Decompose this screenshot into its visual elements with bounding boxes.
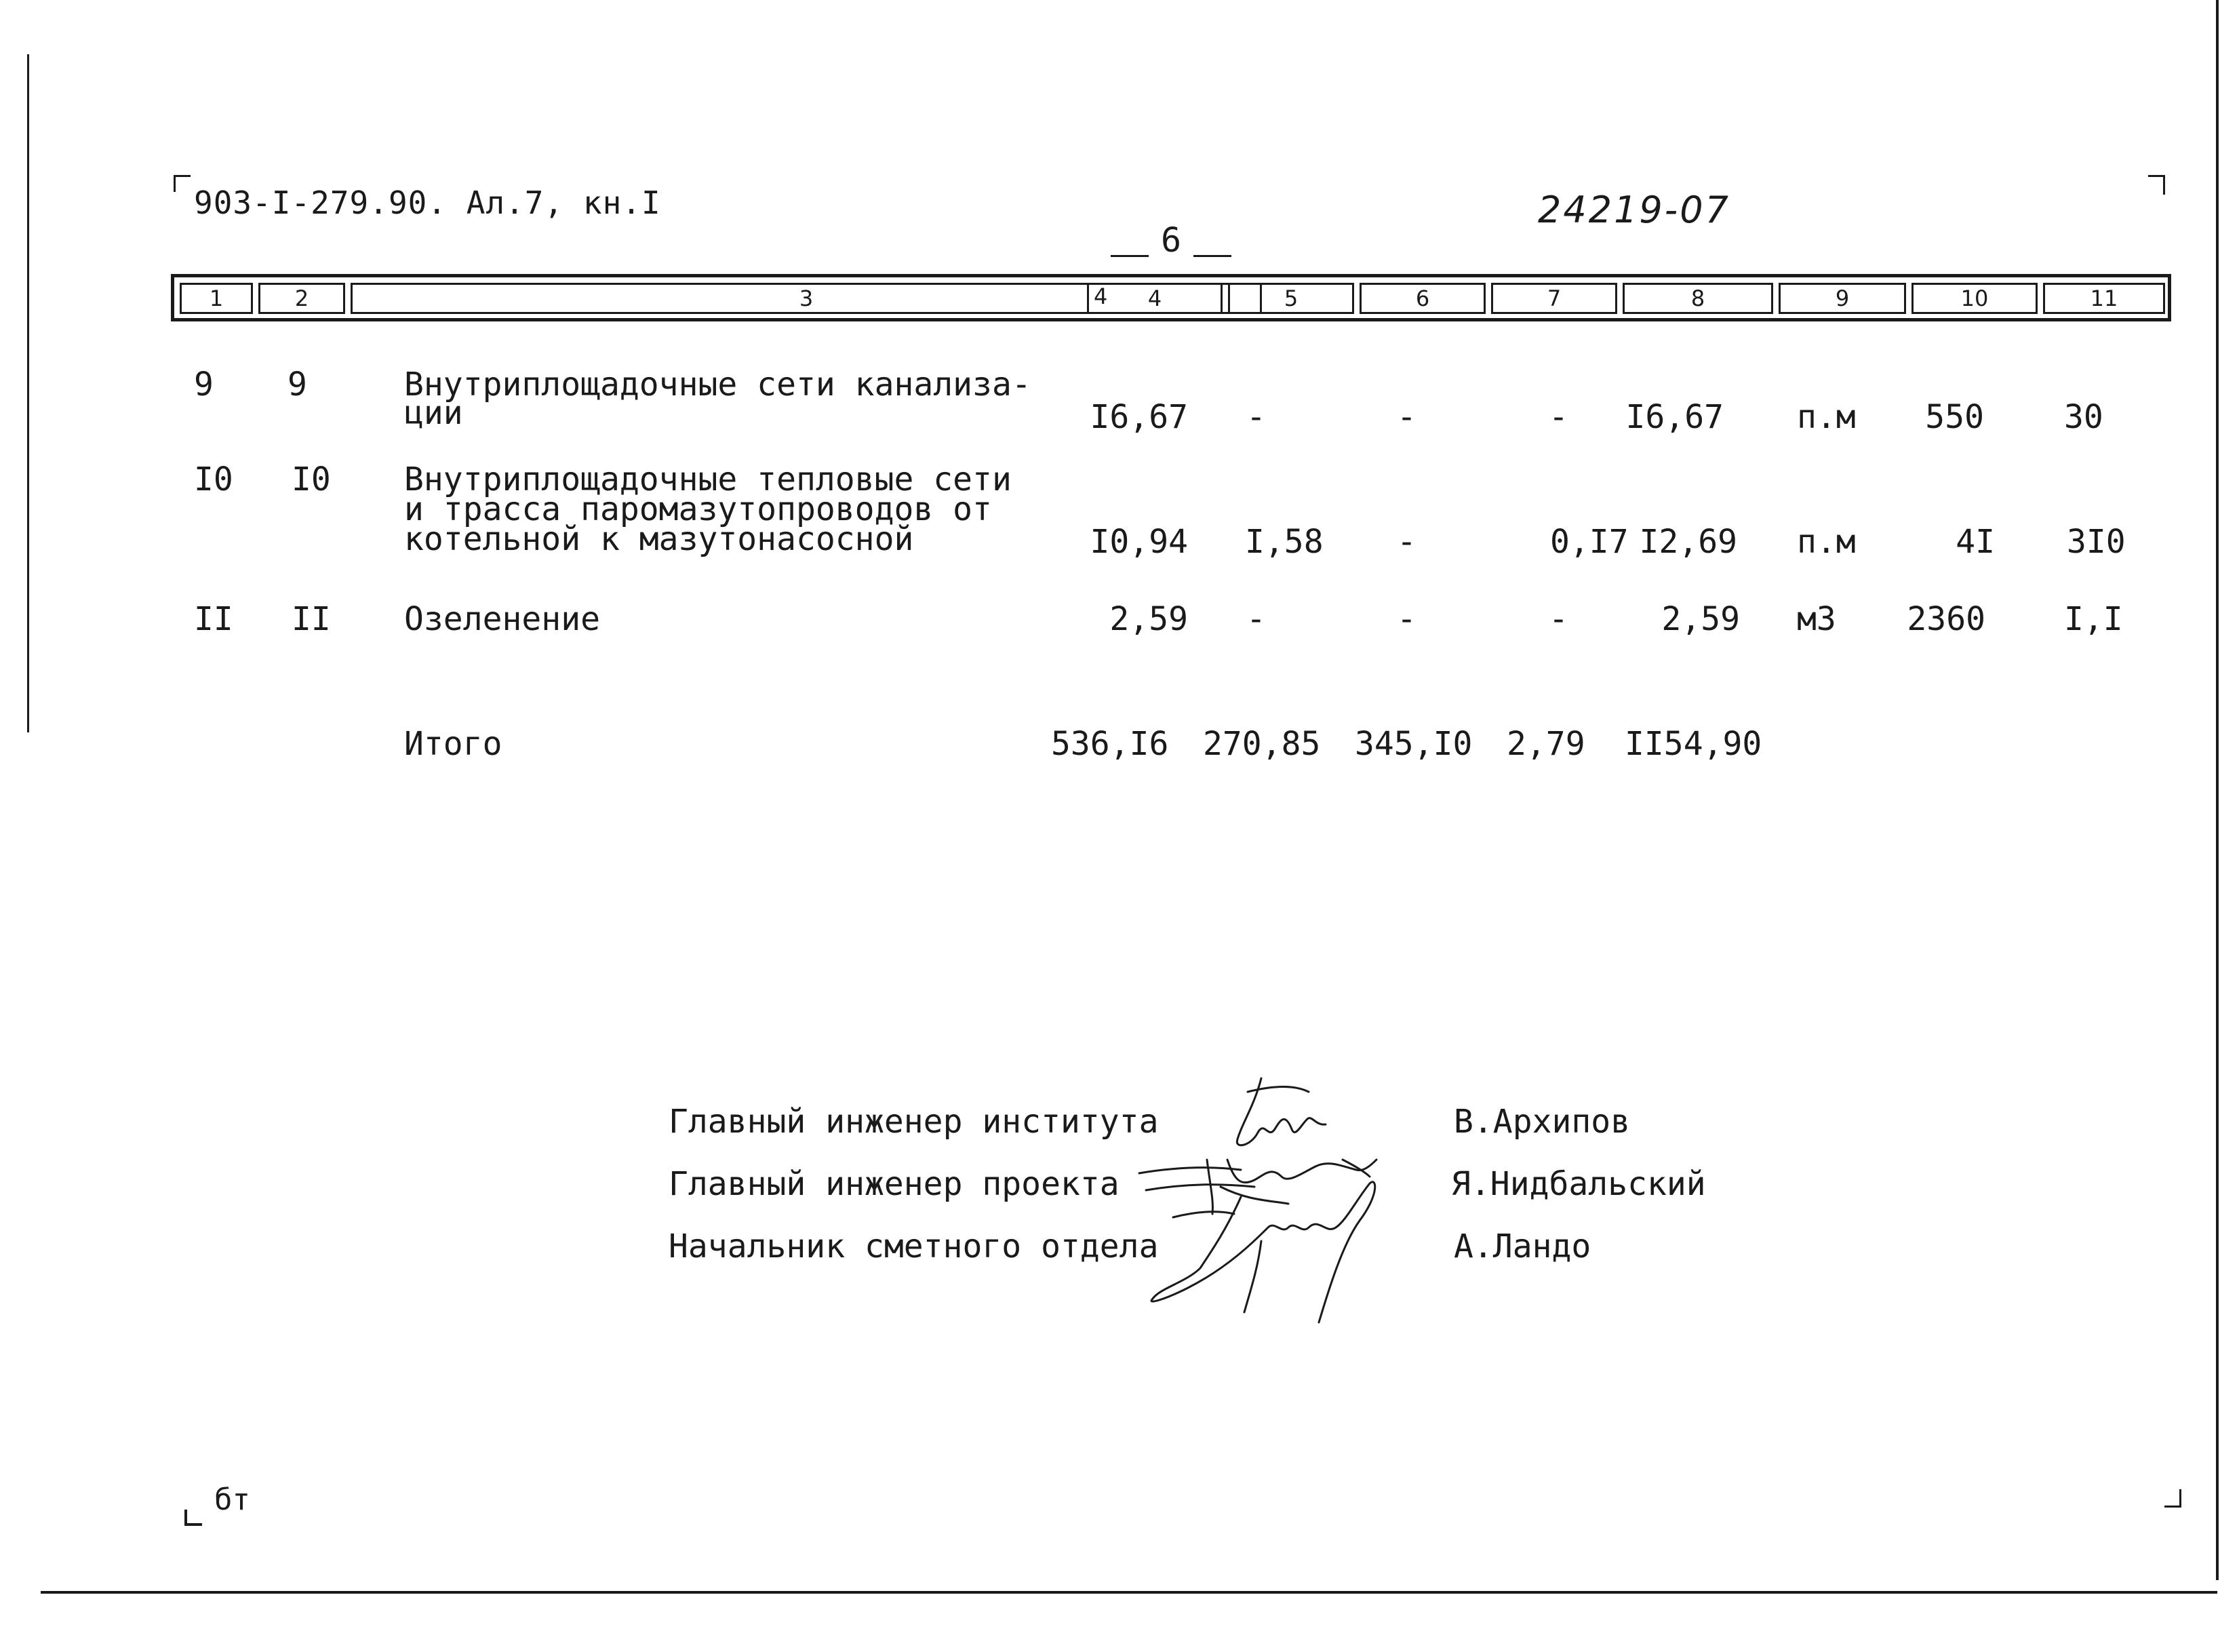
column-header: 1 <box>180 283 253 314</box>
signatory-name: А.Ландо <box>1454 1227 1591 1265</box>
total-col7: 2,79 <box>1507 725 1585 763</box>
corner-mark-top-left <box>174 175 191 192</box>
row-description-line: Озеленение <box>404 600 600 638</box>
column-header-row <box>171 274 2171 321</box>
cell-col5: I,58 <box>1245 523 1324 561</box>
signature-stroke <box>1237 1078 1326 1145</box>
column-header: 5 <box>1228 283 1354 314</box>
corner-mark-top-right <box>2148 175 2165 195</box>
cell-col10: 550 <box>1925 398 1984 436</box>
signature-stroke <box>1221 1187 1288 1204</box>
archive-number: 24219-07 <box>1538 189 1730 231</box>
cell-col11: 3I0 <box>2067 523 2126 561</box>
cell-col5: - <box>1246 600 1266 638</box>
cell-col6: - <box>1397 600 1416 638</box>
signature-stroke <box>1151 1182 1375 1322</box>
column-header: 11 <box>2043 283 2165 314</box>
total-label: Итого <box>404 725 502 763</box>
document-code: 903-I-279.90. Ал.7, кн.I <box>194 184 661 221</box>
left-margin-line <box>27 54 29 732</box>
row-number: I0 <box>194 460 233 498</box>
signatory-title: Главный инженер проекта <box>669 1165 1120 1203</box>
column-header: 10 <box>1911 283 2038 314</box>
right-margin-line <box>2216 0 2219 1580</box>
column-header: 6 <box>1360 283 1486 314</box>
row-description-line: и трасса паромазутопроводов от <box>404 490 992 528</box>
cell-col4: I6,67 <box>1090 398 1188 436</box>
position-number: 9 <box>288 366 307 404</box>
signatory-title: Главный инженер института <box>669 1103 1159 1141</box>
corner-mark-bottom-left <box>184 1510 202 1526</box>
cell-col6: - <box>1397 398 1416 436</box>
handwritten-signatures <box>1126 1065 1465 1377</box>
total-col8: II54,90 <box>1625 725 1762 763</box>
row-description-line: ции <box>404 394 463 432</box>
signatory-title: Начальник сметного отдела <box>669 1227 1159 1265</box>
row-number: 9 <box>194 366 214 404</box>
column-header: 7 <box>1491 283 1617 314</box>
cell-col8: I6,67 <box>1625 398 1724 436</box>
footer-mark: бт <box>214 1482 250 1517</box>
cell-col5: - <box>1246 398 1266 436</box>
cell-col10: 2360 <box>1907 600 1985 638</box>
row-number: II <box>194 600 233 638</box>
cell-col7: - <box>1549 398 1568 436</box>
position-number: I0 <box>292 460 331 498</box>
total-col6: 345,I0 <box>1355 725 1473 763</box>
cell-col7: 0,I7 <box>1550 523 1629 561</box>
column-header: 3 <box>351 283 1262 314</box>
cell-col6: - <box>1397 523 1416 561</box>
position-number: II <box>292 600 331 638</box>
cell-col11: 30 <box>2064 398 2103 436</box>
corner-mark-bottom-right <box>2164 1489 2181 1508</box>
row-description-line: Внутриплощадочные сети канализа- <box>404 366 1031 404</box>
cell-col11: I,I <box>2064 600 2123 638</box>
cell-col8: 2,59 <box>1661 600 1740 638</box>
cell-col4: I0,94 <box>1090 523 1188 561</box>
column-header: 2 <box>258 283 345 314</box>
column-header: 9 <box>1779 283 1906 314</box>
signature-stroke <box>1173 1212 1234 1217</box>
cell-col7: - <box>1549 600 1568 638</box>
row-description-line: Внутриплощадочные тепловые сети <box>404 460 1012 498</box>
cell-col9: м3 <box>1797 600 1836 638</box>
signature-stroke <box>1244 1241 1261 1312</box>
cell-col4: 2,59 <box>1109 600 1188 638</box>
cell-col10: 4I <box>1956 523 1995 561</box>
signature-stroke <box>1207 1160 1376 1214</box>
page-number: 6 <box>1098 220 1244 260</box>
total-col4: 536,I6 <box>1051 725 1169 763</box>
signatory-name: Я.Нидбальский <box>1451 1165 1706 1203</box>
cell-col9: п.м <box>1797 523 1856 561</box>
column-header: 8 <box>1623 283 1773 314</box>
cell-col9: п.м <box>1797 398 1856 436</box>
signatory-name: В.Архипов <box>1454 1103 1631 1141</box>
cell-col8: I2,69 <box>1639 523 1737 561</box>
column-header: 4 <box>1094 283 1108 309</box>
bottom-margin-line <box>41 1591 2217 1594</box>
column-header: 4 <box>1087 283 1223 314</box>
total-col5: 270,85 <box>1203 725 1321 763</box>
row-description-line: котельной к мазутонасосной <box>404 520 914 558</box>
